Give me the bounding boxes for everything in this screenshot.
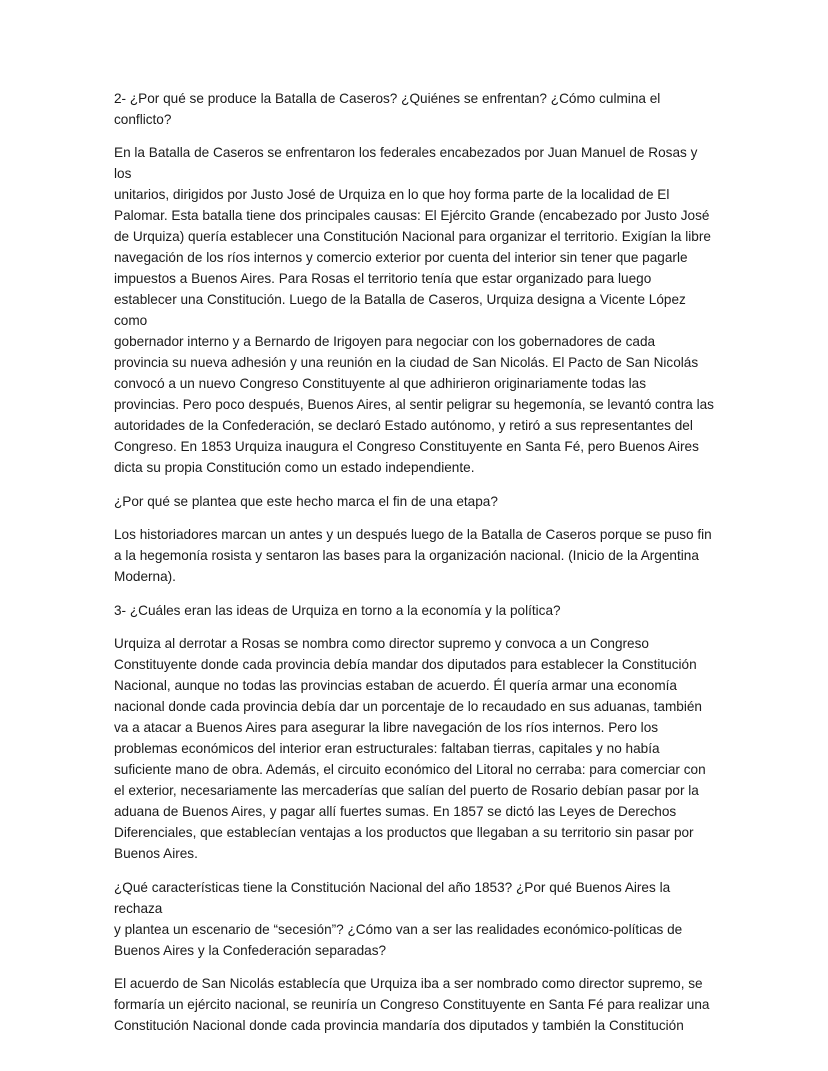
answer-constitucion-1853: El acuerdo de San Nicolás establecía que Urquiza iba a ser nombrado como director supremo, se formaría un ejército nacional, se reuniría un Congreso Constituyente en Santa Fé para realizar una Constitución Nacional donde cada provincia mandaría dos diputados y también la Constitución — [114, 976, 710, 1033]
question-fin-de-una-etapa: ¿Por qué se plantea que este hecho marca el fin de una etapa? — [114, 494, 498, 509]
question-2-batalla-de-caseros: 2- ¿Por qué se produce la Batalla de Caseros? ¿Quiénes se enfrentan? ¿Cómo culmina el conflicto? — [114, 91, 661, 127]
question-3-ideas-de-urquiza: 3- ¿Cuáles eran las ideas de Urquiza en torno a la economía y la política? — [114, 603, 561, 618]
answer-2-batalla-de-caseros: En la Batalla de Caseros se enfrentaron los federales encabezados por Juan Manuel de Rosas y los unitarios, dirigidos por Justo José de Urquiza en lo que hoy forma parte de la localidad de El Palomar. Esta batalla tiene dos principales causas: El Ejército Grande (encabezado por Justo José de Urquiza) quería establecer una Constitución Nacional para organizar el territorio. Exigían la libre navegación de los ríos internos y comercio exterior por cuenta del interior sin tener que pagarle impuestos a Buenos Aires. Para Rosas el territorio tenía que estar organizado para luego establecer una Constitución. Luego de la Batalla de Caseros, Urquiza designa a Vicente López como gobernador interno y a Bernardo de Irigoyen para negociar con los gobernadores de cada provincia su nueva adhesión y una reunión en la ciudad de San Nicolás. El Pacto de San Nicolás convocó a un nuevo Congreso Constituyente al que adhirieron originariamente todas las provincias. Pero poco después, Buenos Aires, al sentir peligrar su hegemonía, se levantó contra las autoridades de la Confederación, se declaró Estado autónomo, y retiró a sus representantes del Congreso. En 1853 Urquiza inaugura el Congreso Constituyente en Santa Fé, pero Buenos Aires dicta su propia Constitución como un estado independiente. — [114, 145, 714, 475]
document-page — [114, 88, 714, 1049]
answer-3-ideas-de-urquiza: Urquiza al derrotar a Rosas se nombra como director supremo y convoca a un Congreso Constituyente donde cada provincia debía mandar dos diputados para establecer la Constitución Nacional, aunque no todas las provincias estaban de acuerdo. Él quería armar una economía nacional donde cada provincia debía dar un porcentaje de lo recaudado en sus aduanas, también va a atacar a Buenos Aires para asegurar la libre navegación de los ríos internos. Pero los problemas económicos del interior eran estructurales: faltaban tierras, capitales y no había suficiente mano de obra. Además, el circuito económico del Litoral no cerraba: para comerciar con el exterior, necesariamente las mercaderías que salían del puerto de Rosario debían pasar por la aduana de Buenos Aires, y pagar allí fuertes sumas. En 1857 se dictó las Leyes de Derechos Diferenciales, que establecían ventajas a los productos que llegaban a su territorio sin pasar por Buenos Aires. — [114, 636, 706, 861]
question-constitucion-1853: ¿Qué características tiene la Constitución Nacional del año 1853? ¿Por qué Buenos Aires la rechaza y plantea un escenario de “secesión”? ¿Cómo van a ser las realidades económico-políticas de Buenos Aires y la Confederación separadas? — [114, 880, 683, 958]
answer-fin-de-una-etapa: Los historiadores marcan un antes y un después luego de la Batalla de Caseros porque se puso fin a la hegemonía rosista y sentaron las bases para la organización nacional. (Inicio de la Argentina Moderna). — [114, 527, 712, 584]
